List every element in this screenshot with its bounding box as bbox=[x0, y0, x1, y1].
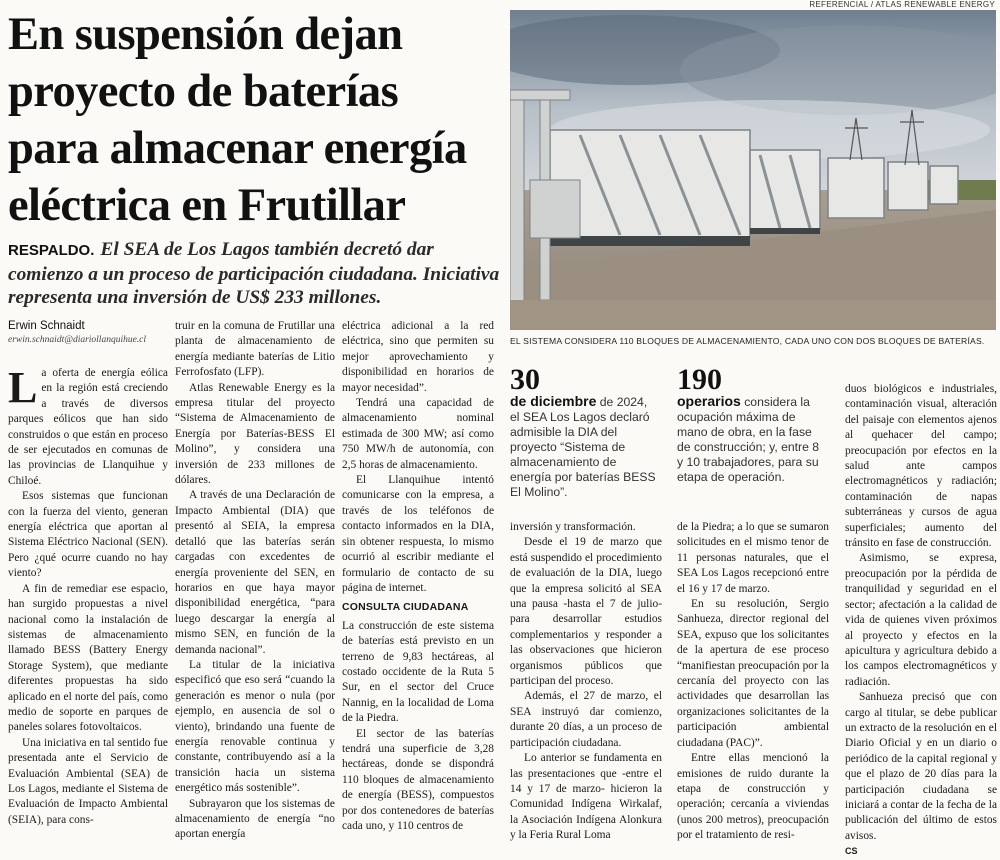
paragraph: inversión y transformación. bbox=[510, 521, 636, 533]
column-2 bbox=[175, 319, 335, 843]
paragraph: eléctrica adicional a la red eléctrica, sino que permiten su mejor aprovechamiento y disponibilidad en horarios de mayor necesidad”. bbox=[342, 320, 494, 394]
paragraph: La construcción de este sistema de baterías está previsto en un terreno de 9,83 hectáreas, al costado occidente de la Ruta 5 Sur, en el sector del Cruce Nannig, en la localidad de Loma de la Piedra. bbox=[342, 619, 494, 725]
paragraph: El Llanquihue intentó comunicarse con la empresa, a través de los teléfonos de contacto informados en la DIA, sin obtener respuesta, lo mismo ocurrió al escribir mediante el formulario de contacto de su página de internet. bbox=[342, 474, 494, 594]
fact-body: considera la ocupación máxima de mano de obra, en la fase de construcción; y, entre 8 y 10 trabajadores, para su etapa de operación. bbox=[677, 395, 820, 484]
column-5 bbox=[677, 520, 829, 844]
fact-number: 190 bbox=[677, 363, 722, 396]
column-3 bbox=[342, 319, 494, 834]
deck-kicker: RESPALDO. bbox=[8, 242, 95, 259]
paragraph: de la Piedra; a lo que se sumaron solicitudes en el mismo tenor de 11 personas naturales, que el SEA Los Lagos recepcionó entre el 16 y 17 de marzo. bbox=[677, 521, 829, 595]
paragraph: Esos sistemas que funcionan con la fuerza del viento, generan energía eléctrica que aportan al Sistema Eléctrico Nacional (SEN). Pero ¿qué ocurre cuando no hay viento? bbox=[8, 490, 168, 580]
headline: En suspensión dejan proyecto de baterías para almacenar energía eléctrica en Frutillar bbox=[8, 9, 467, 231]
paragraph: En su resolución, Sergio Sanhueza, director regional del SEA, expuso que los solicitantes de la apertura de ese proceso “manifiestan preocupación por la cercanía del proyecto con las actividades que desarrollan las organizaciones solicitantes de la participación ambiental ciudadana (PAC)”. bbox=[677, 598, 829, 749]
paragraph: Desde el 19 de marzo que está suspendido el procedimiento de evaluación de la DIA, luego que la empresa solicitó al SEA una pausa -hasta el 7 de julio- para desarrollar estudios complementarios y responder a las observaciones que hicieron organismos públicos que participan del proceso. bbox=[510, 536, 662, 688]
fact-body: el SEA Los Lagos declaró admisible la DIA del proyecto “Sistema de almacenamiento de energía por baterías BESS El Molino”. bbox=[510, 410, 656, 499]
paragraph: truir en la comuna de Frutillar una planta de almacenamiento de energía mediante baterías de Litio Ferrofosfato (LFP). bbox=[175, 320, 335, 379]
fact-lead-year: de 2024, bbox=[596, 395, 648, 409]
byline bbox=[8, 320, 168, 345]
paragraph: Lo anterior se fundamenta en las presentaciones que -entre el 14 y 17 de marzo- hicieron la Comunidad Indígena Wirkalaf, la Asociación Indígena Alonkura y la Feria Rural Loma bbox=[510, 752, 662, 842]
paragraph: Atlas Renewable Energy es la empresa titular del proyecto “Sistema de Almacenamiento de Energía por Baterías-BESS El Molino”, y considera una inversión de 233 millones de dólares. bbox=[175, 381, 335, 487]
deck-text: El SEA de Los Lagos también decretó dar comienzo a un proceso de participación ciudadana. Iniciativa representa una inversión de US$ 233 millones. bbox=[8, 239, 500, 308]
paragraph: A través de una Declaración de Impacto Ambiental (DIA) que presentó al SEIA, la empresa detalló que las baterías serán cargadas con excedentes de energía proveniente del SEN, en horarios en que haya mayor disponibilidad energética, “para luego descargar la energía al mismo SEN, en función de la demanda nacional”. bbox=[175, 489, 335, 656]
battery-storage-photo bbox=[510, 10, 996, 330]
column-4 bbox=[510, 520, 662, 844]
paragraph: Tendrá una capacidad de almacenamiento nominal estimada de 300 MW; así como 750 MW/h de autonomía, con 2,5 horas de almacenamiento. bbox=[342, 397, 494, 471]
paragraph: Asimismo, se expresa, preocupación por la pérdida de tranquilidad y seguridad en el sector; afectación a la calidad de vida de quienes viven próximos al proyecto y efectos en la apicultura y agricultura debido a los campos electromagnéticos y radiación. bbox=[845, 552, 997, 688]
paragraph: Además, el 27 de marzo, el SEA instruyó dar comienzo, durante 20 días, a un proceso de participación ciudadana. bbox=[510, 690, 662, 749]
author-email[interactable]: erwin.schnaidt@diariollanquihue.cl bbox=[8, 335, 147, 345]
end-mark: CS bbox=[845, 846, 858, 857]
fact-box-date bbox=[510, 363, 660, 500]
photo-credit: REFERENCIAL / ATLAS RENEWABLE ENERGY bbox=[809, 0, 995, 9]
paragraph: Sanhueza precisó que con cargo al titular, se debe publicar un extracto de la resolución en el Diario Oficial y en un diario o periódico de la capital regional y que el plazo de 20 días para la participación ciudadana se iniciará a contar de la fecha de la publicación del último de estos avisos. bbox=[845, 691, 997, 842]
paragraph: duos biológicos e industriales, contaminación visual, alteración del paisaje con elementos ajenos al quehacer del campo; preocupación por efectos en la salud ante campos electromagnéticos y radiación; contaminación de napas subterráneas y cursos de agua superficiales; aumento del tránsito en fase de construcción. bbox=[845, 383, 997, 550]
photo-illustration bbox=[510, 10, 996, 330]
fact-number: 30 bbox=[510, 363, 540, 396]
column-6 bbox=[845, 382, 997, 860]
paragraph: A fin de remediar ese espacio, han surgido propuestas a nivel nacional como la instalación de sistemas de almacenamiento llamado BESS (Battery Energy Storage System), que mediante diferentes propuestas ha sido aplicado en el norte del país, como medio de soporte en parques de paneles solares fotovoltaicos. bbox=[8, 582, 168, 734]
fact-text bbox=[677, 394, 827, 485]
paragraph: Subrayaron que los sistemas de almacenamiento de energía “no aportan energía bbox=[175, 797, 335, 841]
fact-box-workers bbox=[677, 363, 827, 485]
subhead-consulta-ciudadana: CONSULTA CIUDADANA bbox=[342, 601, 469, 614]
deck bbox=[8, 238, 500, 310]
paragraph: La titular de la iniciativa especificó que eso será “cuando la generación es menor o nula (por ejemplo, en ausencia de sol o viento), brindando una fuente de energía renovable continua y constante, contribuyendo así a la transición hacia un sistema energético más sostenible”. bbox=[175, 658, 335, 795]
fact-lead: de diciembre bbox=[510, 393, 597, 409]
column-1 bbox=[8, 363, 168, 828]
photo-caption: EL SISTEMA CONSIDERA 110 BLOQUES DE ALMACENAMIENTO, CADA UNO CON DOS BLOQUES DE BATERÍAS. bbox=[510, 336, 985, 346]
paragraph: La oferta de energía eólica en la región está creciendo a través de diversos parques eólicos que han sido construidos o que están en proceso de ser ejecutados en comunas de las provincias de Llanquihue y Chiloé. bbox=[8, 363, 168, 487]
fact-lead: operarios bbox=[677, 393, 741, 409]
fact-text bbox=[510, 394, 660, 500]
paragraph: Entre ellas mencionó la emisiones de ruido durante la etapa de construcción y operación; cercanía a viviendas (unos 200 metros), preocupación por el tratamiento de resi- bbox=[677, 752, 829, 842]
author-name: Erwin Schnaidt bbox=[8, 320, 85, 332]
paragraph: Una iniciativa en tal sentido fue presentada ante el Servicio de Evaluación Ambiental (SEA) de Los Lagos, mediante el Sistema de Evaluación de Impacto Ambiental (SEIA), para cons- bbox=[8, 736, 168, 826]
paragraph: El sector de las baterías tendrá una superficie de 3,28 hectáreas, donde se dispondrá 110 bloques de almacenamiento de energía (BESS), compuestos por dos contenedores de baterías cada uno, y 110 centros de bbox=[342, 727, 494, 832]
